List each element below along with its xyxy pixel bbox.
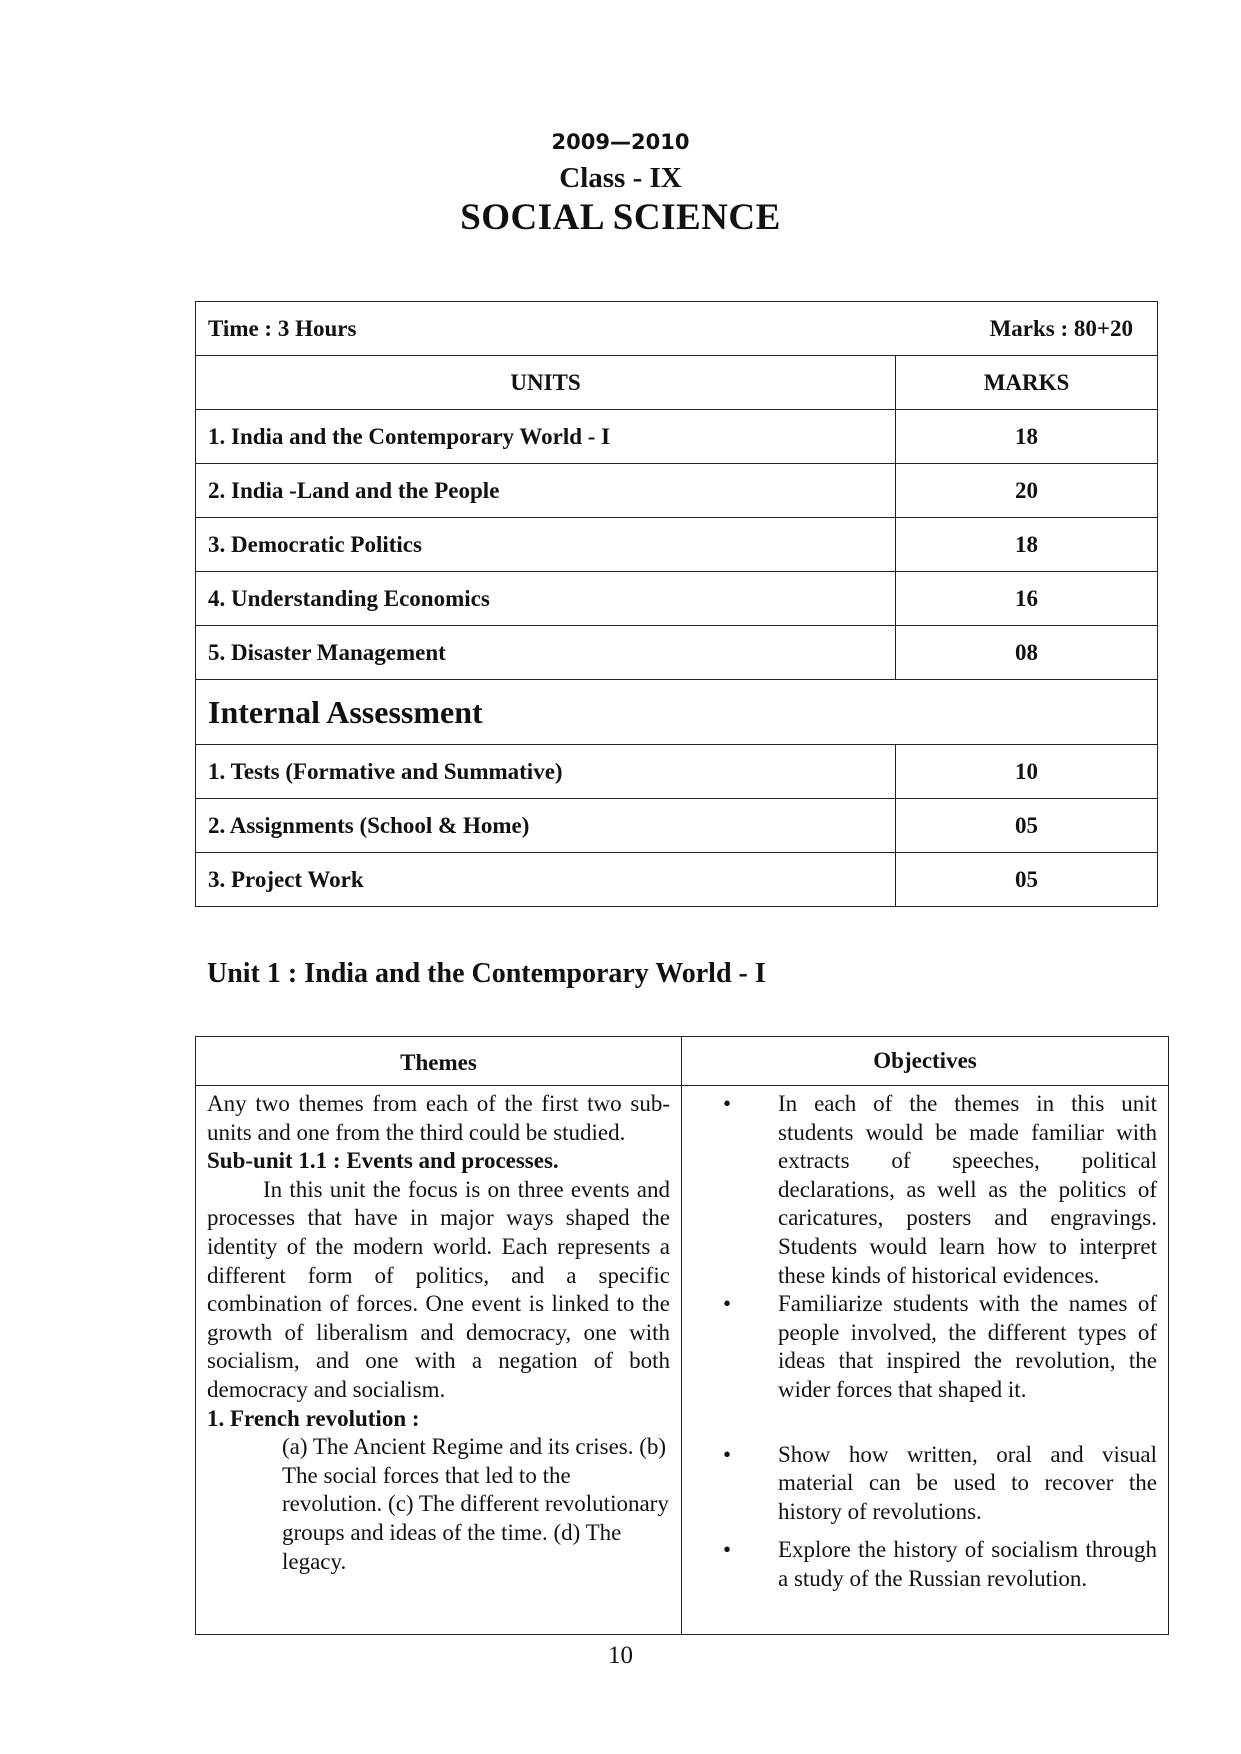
unit-label: 2. India -Land and the People [196,464,896,518]
unit-marks: 16 [896,572,1158,626]
unit-marks: 08 [896,626,1158,680]
bullet-icon: • [723,1537,732,1563]
assessment-label: 3. Project Work [196,853,896,907]
unit-label: 3. Democratic Politics [196,518,896,572]
item-title: 1. French revolution : [207,1405,420,1431]
list-item: • Explore the history of socialism through a study of the Russian revolution. [723,1537,1157,1591]
marks-table [195,301,1158,907]
subunit-body: In this unit the focus is on three events and processes that have in major ways shaped the identity of the modern world. Each represents a different form of politics, and a specific combination of forces. One event is linked to the growth of liberalism and democracy, one with socialism, and one with a negation of both democracy and socialism. [207,1176,670,1402]
time-label: Time : 3 Hours [208,315,357,341]
total-marks-label: Marks : 80+20 [989,315,1133,341]
assessment-label: 2. Assignments (School & Home) [196,799,896,853]
unit-marks: 18 [896,410,1158,464]
assessment-marks: 10 [896,745,1158,799]
bullet-icon: • [723,1091,732,1116]
internal-assessment-heading: Internal Assessment [196,680,1158,745]
objectives-column-header: Objectives [682,1037,1169,1086]
unit-marks: 20 [896,464,1158,518]
list-item: • In each of the themes in this unit students would be made familiar with extracts of speeches, political declarations, as well as the politics of caricatures, posters and engravings. Students would learn how to interpret these kinds of historical evidences. [723,1091,1157,1288]
unit-label: 4. Understanding Economics [196,572,896,626]
time-marks-row [196,302,1158,356]
themes-cell [196,1086,682,1635]
assessment-marks: 05 [896,853,1158,907]
list-item: • Familiarize students with the names of people involved, the different types of ideas that inspired the revolution, the wider forces that shaped it. [723,1291,1157,1402]
page-number: 10 [608,1642,633,1669]
subunit-title: Sub-unit 1.1 : Events and processes. [207,1148,559,1174]
subject-heading: SOCIAL SCIENCE [460,197,781,238]
class-heading: Class - IX [559,162,682,194]
year-heading: 2009—2010 [551,130,690,154]
unit-label: 1. India and the Contemporary World - I [196,410,896,464]
themes-column-header: Themes [196,1037,682,1086]
unit-heading: Unit 1 : India and the Contemporary World - I [207,958,766,989]
objectives-cell [682,1086,1169,1635]
table-row [196,745,1158,799]
table-row [196,799,1158,853]
table-row [196,518,1158,572]
assessment-label: 1. Tests (Formative and Summative) [196,745,896,799]
table-row [196,626,1158,680]
list-item: • Show how written, oral and visual material can be used to recover the history of revolutions. [723,1441,1157,1524]
item-detail: (a) The Ancient Regime and its crises. (b) The social forces that led to the revolution. (c) The different revolutionary groups and ideas of the time. (d) The legacy. [282,1434,669,1574]
intro-text: Any two themes from each of the first two sub-units and one from the third could be studied. [207,1091,670,1145]
content-row [196,1086,1169,1635]
header-row [196,1037,1169,1086]
themes-objectives-table [195,1036,1169,1635]
internal-assessment-row [196,680,1158,745]
table-row [196,572,1158,626]
table-row [196,464,1158,518]
bullet-icon: • [723,1441,732,1467]
marks-column-header: MARKS [896,356,1158,410]
header-row [196,356,1158,410]
units-column-header: UNITS [196,356,896,410]
table-row [196,410,1158,464]
table-row [196,853,1158,907]
bullet-icon: • [723,1291,732,1317]
unit-label: 5. Disaster Management [196,626,896,680]
objectives-list [693,1090,1157,1594]
unit-marks: 18 [896,518,1158,572]
assessment-marks: 05 [896,799,1158,853]
